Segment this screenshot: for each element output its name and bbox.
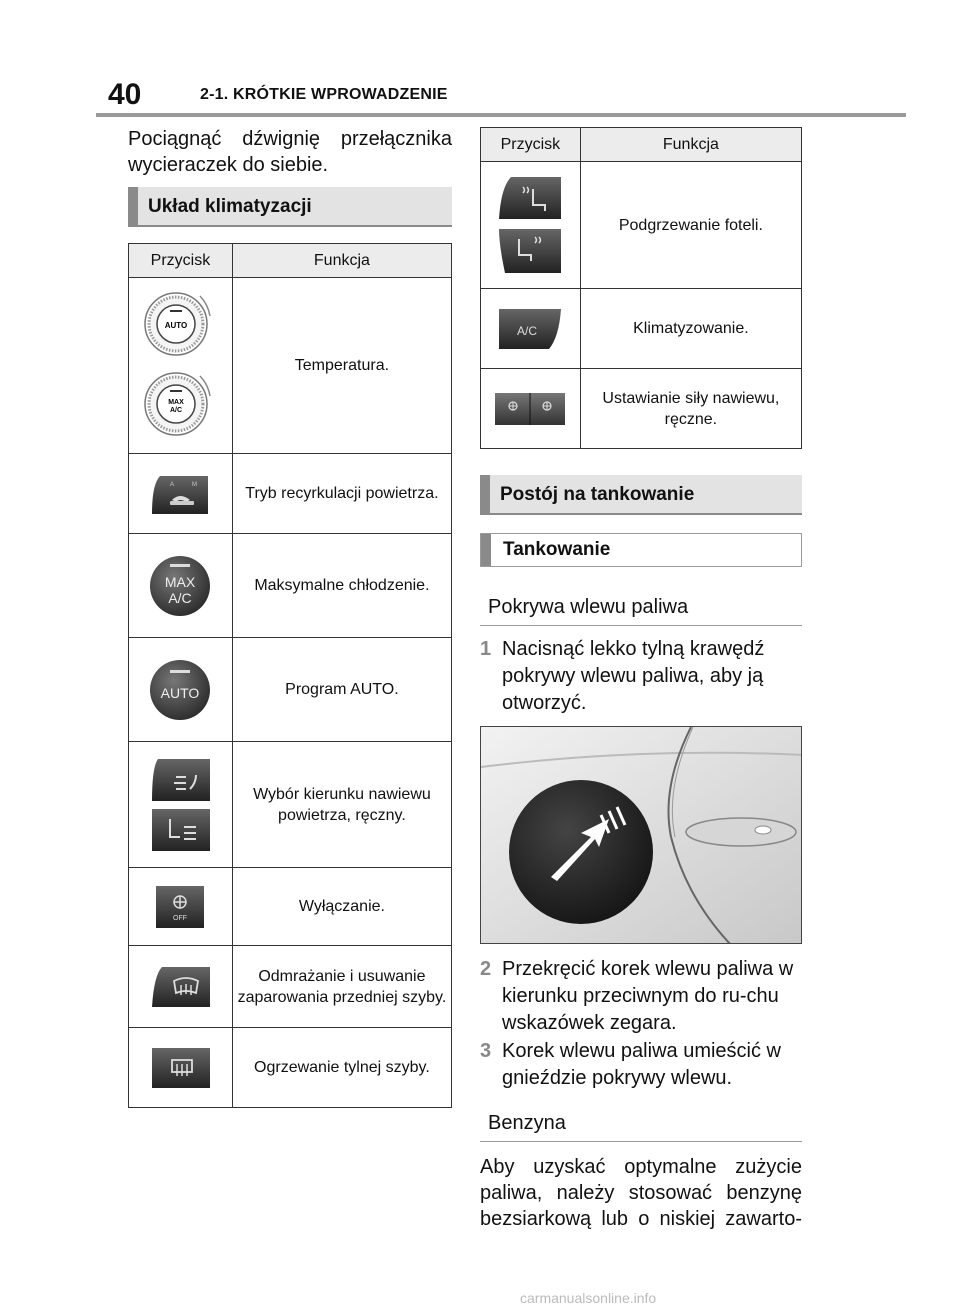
table-row [129,1028,452,1108]
table-row [481,369,802,449]
section-bar [128,187,138,225]
svg-text:A: A [170,481,175,488]
column-header-function: Funkcja [580,128,801,162]
page-number: 40 [108,78,142,111]
intro-paragraph [128,126,452,178]
table-row [481,289,802,369]
function-text: Ogrzewanie tylnej szyby. [232,1028,451,1108]
rear-window-heat-button-icon [129,1028,233,1108]
chapter-title: 2-1. KRÓTKIE WPROWADZENIE [200,86,448,103]
step-3 [480,1038,810,1092]
step-2 [480,956,810,1037]
svg-text:A/C: A/C [517,323,538,338]
section-title: Postój na tankowanie [500,484,695,505]
fuel-cap-subhead: Pokrywa wlewu paliwa [480,596,802,626]
section-title: Układ klimatyzacji [148,196,312,217]
svg-text:M: M [192,481,198,488]
step-text: Korek wlewu paliwa umieścić w gnieździe pokrywy wlewu. [502,1040,781,1089]
svg-text:AUTO: AUTO [165,320,188,330]
intro-line: wycieraczek do siebie. [128,154,329,176]
function-text: Podgrzewanie foteli. [580,162,801,289]
step-text: Nacisnąć lekko tylną krawędź pokrywy wlewu paliwa, aby ją otworzyć. [502,638,765,714]
petrol-line: bezsiarkową lub o niskiej zawarto- [480,1208,802,1230]
function-text: Klimatyzowanie. [580,289,801,369]
table-row [129,868,452,946]
column-header-button: Przycisk [481,128,581,162]
subsection-title: Tankowanie [503,539,611,560]
step-number: 1 [480,638,492,660]
climate-buttons-table [128,243,452,1108]
climate-buttons-table-continued [480,127,802,449]
petrol-line: Aby uzyskać optymalne zużycie [480,1156,802,1178]
table-row [129,742,452,868]
function-text: Wybór kierunku nawiewu powietrza, ręczny. [232,742,451,868]
function-text: Program AUTO. [232,638,451,742]
header-rule [96,113,906,117]
table-row [129,638,452,742]
svg-text:MAX: MAX [168,398,185,406]
function-text: Temperatura. [232,278,451,454]
table-row [129,454,452,534]
column-header-button: Przycisk [129,244,233,278]
step-number: 3 [480,1040,492,1062]
windshield-defrost-button-icon [129,946,233,1028]
function-text: Wyłączanie. [232,868,451,946]
intro-line: Pociągnąć dźwignię przełącznika [128,128,452,150]
svg-text:OFF: OFF [173,914,188,922]
temperature-knobs-icon [129,278,233,454]
fan-off-button-icon [129,868,233,946]
step-number: 2 [480,958,492,980]
section-heading-climate [128,187,452,227]
function-text: Odmrażanie i usuwanie zaparowania przedniej szyby. [232,946,451,1028]
recirculation-button-icon [129,454,233,534]
function-text: Maksymalne chłodzenie. [232,534,451,638]
section-bar [480,475,490,513]
footer-watermark: carmanualsonline.info [520,1290,657,1306]
svg-text:A/C: A/C [168,589,193,606]
svg-text:AUTO: AUTO [161,684,200,701]
fan-speed-buttons-icon [481,369,581,449]
table-row [129,278,452,454]
step-1 [480,636,810,717]
air-direction-buttons-icon [129,742,233,868]
subsection-bar [481,534,491,566]
section-heading-refuel-stop [480,475,802,515]
table-row [481,162,802,289]
auto-button-icon [129,638,233,742]
ac-button-icon [481,289,581,369]
petrol-paragraph [480,1154,802,1232]
table-row [129,534,452,638]
seat-heating-buttons-icon [481,162,581,289]
max-ac-button-icon [129,534,233,638]
petrol-subhead: Benzyna [480,1112,802,1142]
petrol-line: paliwa, należy stosować benzynę [480,1182,802,1204]
table-row [129,946,452,1028]
step-text: Przekręcić korek wlewu paliwa w kierunku przeciwnym do ru-chu wskazówek zegara. [502,958,794,1034]
svg-text:MAX: MAX [165,573,196,590]
function-text: Ustawianie siły nawiewu, ręczne. [580,369,801,449]
subsection-heading-refueling [480,533,802,567]
svg-text:A/C: A/C [170,406,183,414]
function-text: Tryb recyrkulacji powietrza. [232,454,451,534]
column-header-function: Funkcja [232,244,451,278]
fuel-flap-photo [480,726,802,944]
